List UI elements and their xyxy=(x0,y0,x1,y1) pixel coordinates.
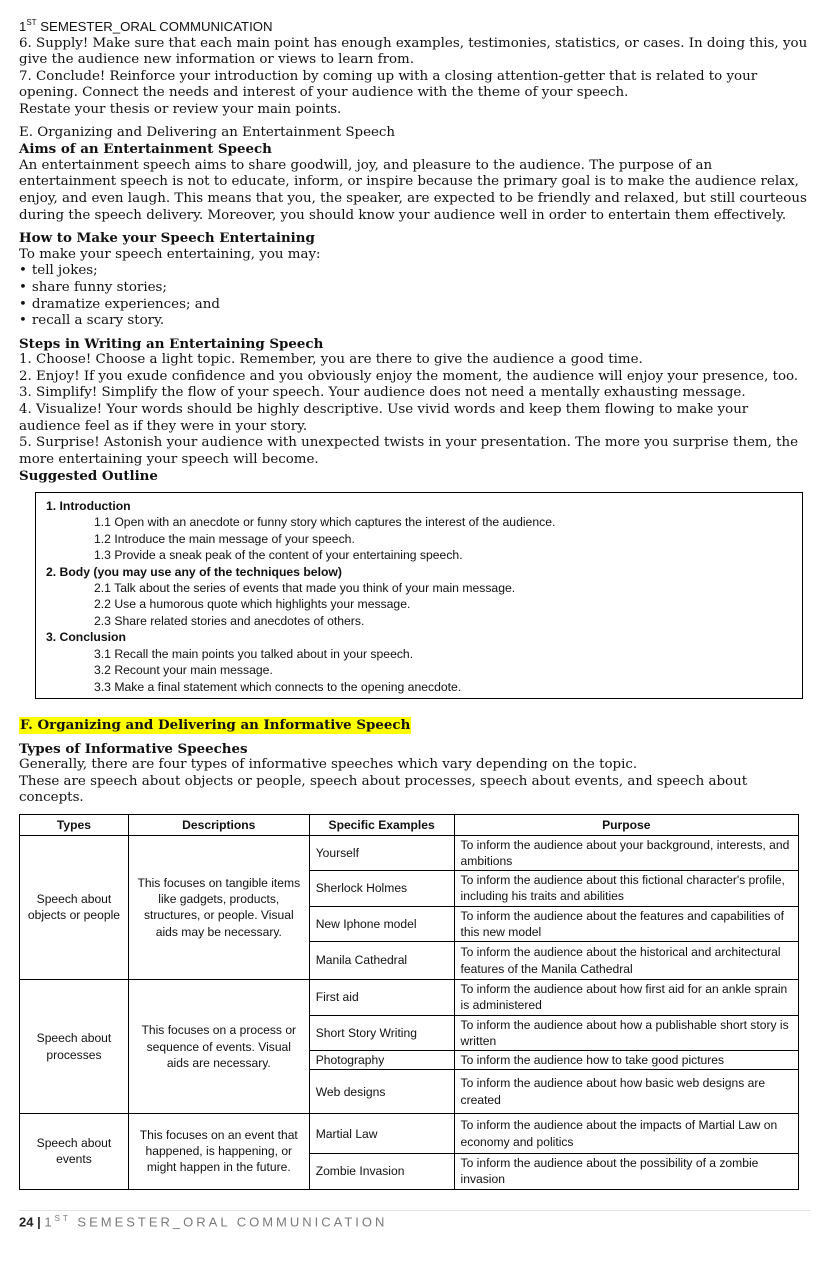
page-number: 24 xyxy=(19,1214,34,1230)
purpose-cell: To inform the audience about your background, interests, and ambitions xyxy=(454,835,798,870)
purpose-cell: To inform the audience about the possibility of a zombie invasion xyxy=(454,1154,798,1189)
example-cell: Martial Law xyxy=(309,1114,454,1154)
section-e-title: E. Organizing and Delivering an Entertainment Speech xyxy=(19,124,396,140)
outline-item: 2.2 Use a humorous quote which highlights your message. xyxy=(94,597,411,612)
example-cell: Yourself xyxy=(309,835,454,870)
example-cell: Zombie Invasion xyxy=(309,1154,454,1189)
purpose-cell: To inform the audience about the features and capabilities of this new model xyxy=(454,906,798,941)
step-item: 2. Enjoy! If you exude confidence and you obviously enjoy the moment, the audience will enjoy your presence, too. xyxy=(19,368,799,384)
outline-section: 1. Introduction xyxy=(46,499,131,514)
outline-item: 1.3 Provide a sneak peak of the content of your entertaining speech. xyxy=(94,548,463,563)
outline-item: 3.1 Recall the main points you talked about in your speech. xyxy=(94,646,414,661)
page-content xyxy=(19,19,811,1190)
outline-section: 2. Body (you may use any of the techniques below) xyxy=(46,564,342,579)
page-footer: 24 | 1ST SEMESTER_ORAL COMMUNICATION xyxy=(19,1210,811,1231)
types-text: These are speech about objects or people, speech about processes, speech about events, and speech about concepts. xyxy=(19,773,748,806)
example-cell: New Iphone model xyxy=(309,906,454,941)
aims-paragraph: An entertainment speech aims to share goodwill, joy, and pleasure to the audience. The purpose of an entertainment speech is not to educate, inform, or inspire because the primary goal is to make the audience relax, enjoy, and even laugh. This means that you, the speaker, are expected to be friendly and relaxed, but still courteous during the speech delivery. Moreover, you should know your audience well in order to entertain them effectively. xyxy=(19,157,807,223)
column-header: Types xyxy=(20,814,129,835)
types-text: Generally, there are four types of informative speeches which vary depending on the topic. xyxy=(19,757,638,773)
example-cell: Manila Cathedral xyxy=(309,942,454,980)
table-row xyxy=(20,1114,799,1154)
suggested-outline-box xyxy=(35,492,803,699)
purpose-cell: To inform the audience about how basic web designs are created xyxy=(454,1070,798,1114)
example-cell: First aid xyxy=(309,980,454,1015)
aims-heading: Aims of an Entertainment Speech xyxy=(19,141,272,158)
purpose-cell: To inform the audience about the historical and architectural features of the Manila Cathedral xyxy=(454,942,798,980)
list-item: • dramatize experiences; and xyxy=(19,297,811,314)
column-header: Descriptions xyxy=(128,814,309,835)
paragraph-conclude: 7. Conclude! Reinforce your introduction by coming up with a closing attention-getter that is related to your opening. Connect the needs and interest of your audience with the theme of your speech. xyxy=(19,68,758,101)
example-cell: Photography xyxy=(309,1050,454,1069)
type-cell: Speech about objects or people xyxy=(20,835,129,979)
description-cell: This focuses on an event that happened, is happening, or might happen in the future. xyxy=(128,1114,309,1189)
page-header: 1ST SEMESTER_ORAL COMMUNICATION xyxy=(19,18,273,34)
step-item: 5. Surprise! Astonish your audience with unexpected twists in your presentation. The more you surprise them, the more entertaining your speech will become. xyxy=(19,435,799,467)
step-item: 1. Choose! Choose a light topic. Remember, you are there to give the audience a good time. xyxy=(19,352,643,368)
informative-speech-table xyxy=(19,814,799,1190)
table-row xyxy=(20,835,799,870)
example-cell: Web designs xyxy=(309,1070,454,1114)
table-row xyxy=(20,980,799,1015)
example-cell: Sherlock Holmes xyxy=(309,871,454,906)
step-item: 4. Visualize! Your words should be highly descriptive. Use vivid words and keep them flowing to make your audience feel as if they were in your story. xyxy=(19,402,749,434)
type-cell: Speech about processes xyxy=(20,980,129,1114)
outline-item: 2.3 Share related stories and anecdotes of others. xyxy=(94,613,365,628)
column-header: Purpose xyxy=(454,814,798,835)
purpose-cell: To inform the audience how to take good pictures xyxy=(454,1050,798,1069)
type-cell: Speech about events xyxy=(20,1114,129,1189)
how-intro: To make your speech entertaining, you may: xyxy=(19,246,321,262)
outline-item: 3.2 Recount your main message. xyxy=(94,663,273,678)
section-f-title: F. Organizing and Delivering an Informative Speech xyxy=(20,716,411,733)
paragraph-supply: 6. Supply! Make sure that each main point has enough examples, testimonies, statistics, or cases. In doing this, you give the audience new information or views to learn from. xyxy=(19,35,808,68)
purpose-cell: To inform the audience about this fictional character's profile, including his traits and abilities xyxy=(454,871,798,906)
list-item: • recall a scary story. xyxy=(19,313,811,330)
table-header-row xyxy=(20,814,799,835)
description-cell: This focuses on tangible items like gadgets, products, structures, or people. Visual aids may be necessary. xyxy=(128,835,309,979)
how-list xyxy=(19,263,811,329)
outline-item: 1.2 Introduce the main message of your speech. xyxy=(94,531,355,546)
example-cell: Short Story Writing xyxy=(309,1015,454,1050)
purpose-cell: To inform the audience about how first aid for an ankle sprain is administered xyxy=(454,980,798,1015)
purpose-cell: To inform the audience about the impacts of Martial Law on economy and politics xyxy=(454,1114,798,1154)
footer-title: SEMESTER_ORAL COMMUNICATION xyxy=(70,1214,388,1230)
outline-heading: Suggested Outline xyxy=(19,468,158,485)
paragraph-restate: Restate your thesis or review your main points. xyxy=(19,101,342,117)
how-heading: How to Make your Speech Entertaining xyxy=(19,230,315,247)
column-header: Specific Examples xyxy=(309,814,454,835)
list-item: • tell jokes; xyxy=(19,263,811,280)
steps-heading: Steps in Writing an Entertaining Speech xyxy=(19,335,324,352)
list-item: • share funny stories; xyxy=(19,280,811,297)
outline-section: 3. Conclusion xyxy=(46,630,126,645)
outline-item: 2.1 Talk about the series of events that made you think of your main message. xyxy=(94,581,516,596)
outline-item: 1.1 Open with an anecdote or funny story which captures the interest of the audience. xyxy=(94,515,556,530)
types-heading: Types of Informative Speeches xyxy=(19,740,248,757)
purpose-cell: To inform the audience about how a publishable short story is written xyxy=(454,1015,798,1050)
outline-item: 3.3 Make a final statement which connects to the opening anecdote. xyxy=(94,679,462,694)
step-item: 3. Simplify! Simplify the flow of your speech. Your audience does not need a mentally exhausting message. xyxy=(19,385,746,401)
description-cell: This focuses on a process or sequence of events. Visual aids are necessary. xyxy=(128,980,309,1114)
